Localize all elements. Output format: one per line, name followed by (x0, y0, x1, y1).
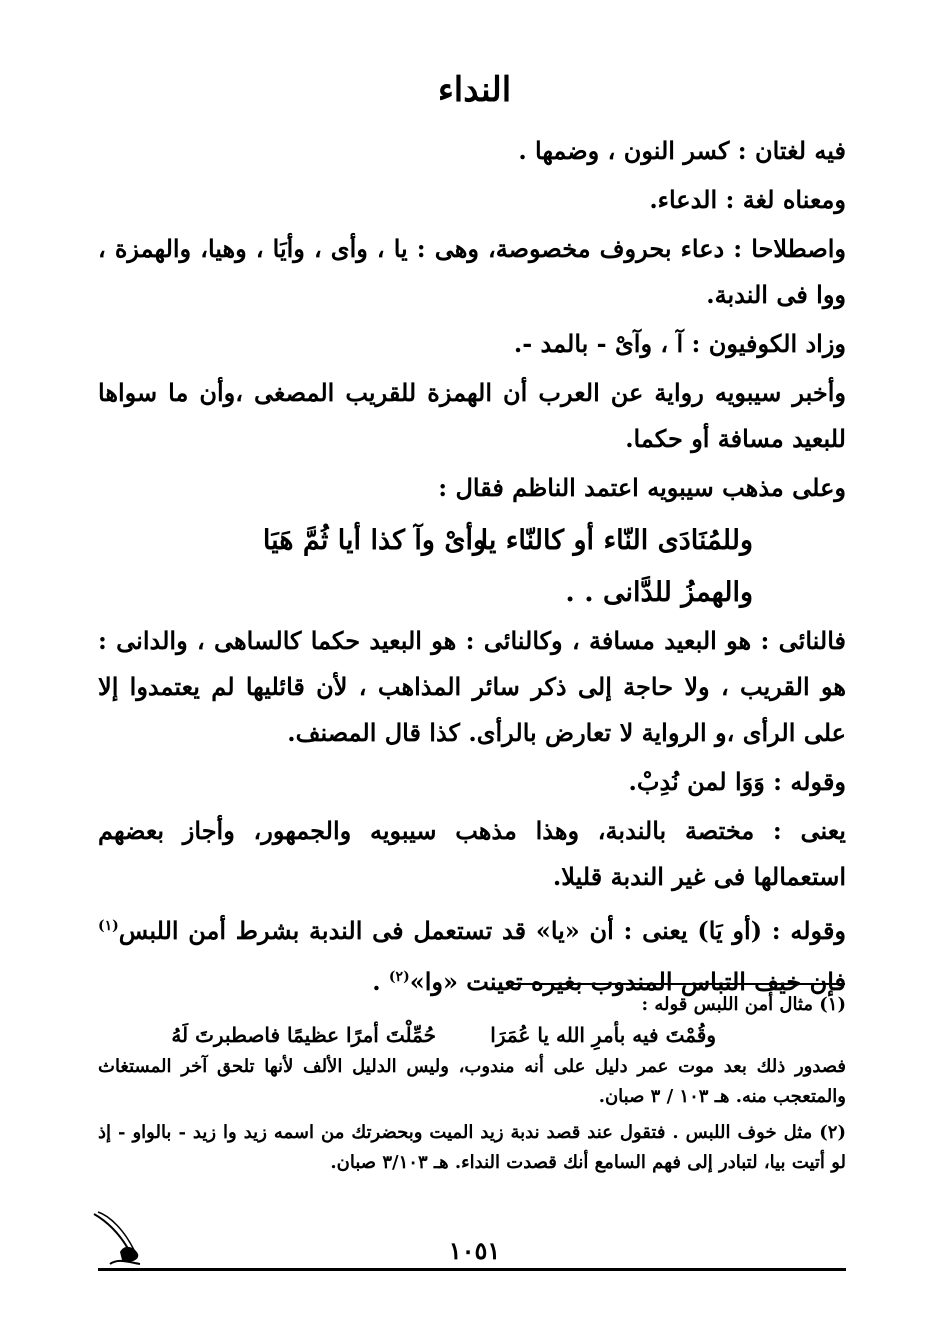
footnote-ref-2: (٢) (388, 969, 410, 985)
paragraph-5: وأخبر سيبويه رواية عن العرب أن الهمزة للقريب المصغى ،وأن ما سواها للبعيد مسافة أو حكما. (98, 378, 846, 453)
paragraph-8: وقوله : وَوَا لمن نُدِبْ. (628, 767, 846, 796)
paragraph-11-end: . (372, 967, 389, 996)
footnote-verse-hemistich-2: وقُمْتَ فيه بأمرِ الله يا عُمَرَا (490, 1023, 716, 1047)
paragraph-6: وعلى مذهب سيبويه اعتمد الناظم فقال : (438, 473, 846, 502)
page-title: النداء (437, 70, 512, 110)
paragraph-7: فالنائى : هو البعيد مسافة ، وكالنائى : هو البعيد حكما كالساهى ، والدانى : هو القريب ، ولا حاجة إلى ذكر سائر المذاهب ، لأن قائليها لم يعتمدوا إلا على الرأى ،و الرواية لا تعارض بالرأى. كذا قال المصنف. (98, 626, 847, 747)
verse-line-2 (98, 566, 846, 618)
paragraph-2: ومعناه لغة : الدعاء. (649, 185, 846, 214)
main-text (98, 128, 846, 1008)
paragraph-10-text: وقوله : (أو يَا) يعنى : أن «يا» قد تستعمل فى الندبة بشرط أمن اللبس (118, 916, 846, 945)
verse-hemistich-2: وأىْ وآ كذا أيا ثُمَّ هَيَا (262, 525, 486, 556)
footnote-1-head: (١) مثال أمن اللبس قوله : (641, 994, 846, 1015)
footnote-ref-1: (١) (98, 918, 119, 934)
footnote-separator (512, 983, 845, 985)
footnote-1-body: فصدور ذلك بعد موت عمر دليل على أنه مندوب، وليس الدليل الألف لأنها تلحق آخر المستغاث والمتعجب منه. هـ ١٠٣ / ٣ صبان. (98, 1056, 846, 1107)
verse-hemistich-1: وللمُنَادَى النّاء أو كالنّاء يا (480, 525, 753, 556)
footnotes (98, 990, 846, 1178)
page-number: ١٠٥١ (448, 1236, 501, 1265)
footnote-verse-hemistich-1: حُمِّلْتَ أمرًا عظيمًا فاصطبرتَ لَهُ (171, 1023, 436, 1047)
verse-hemistich-3: والهمزُ للدَّانى . . (565, 577, 753, 608)
bottom-rule (98, 1268, 846, 1271)
paragraph-11-text: فإن خيف التباس المندوب بغيره تعينت «وا» (409, 967, 846, 996)
paragraph-4: وزاد الكوفيون : آ ، وآىْ - بالمد -. (513, 329, 846, 358)
footnote-1-verse (98, 1020, 846, 1052)
paragraph-1: فيه لغتان : كسر النون ، وضمها . (518, 136, 846, 165)
verse-line-1 (98, 514, 846, 566)
footnote-2-body: (٢) مثل خوف اللبس . فتقول عند قصد ندبة زيد الميت وبحضرتك من اسمه زيد وا زيد - بالواو - إذ لو أتيت بيا، لتبادر إلى فهم السامع أنك قصدت النداء. هـ ٣/١٠٣ صبان. (98, 1122, 846, 1173)
paragraph-9: يعنى : مختصة بالندبة، وهذا مذهب سيبويه والجمهور، وأجاز بعضهم استعمالها فى غير الندبة قليلا. (98, 816, 846, 891)
paragraph-3: واصطلاحا : دعاء بحروف مخصوصة، وهى : يا ، وأى ، وأيَا ، وهيا، والهمزة ، ووا فى الندبة. (98, 234, 846, 309)
